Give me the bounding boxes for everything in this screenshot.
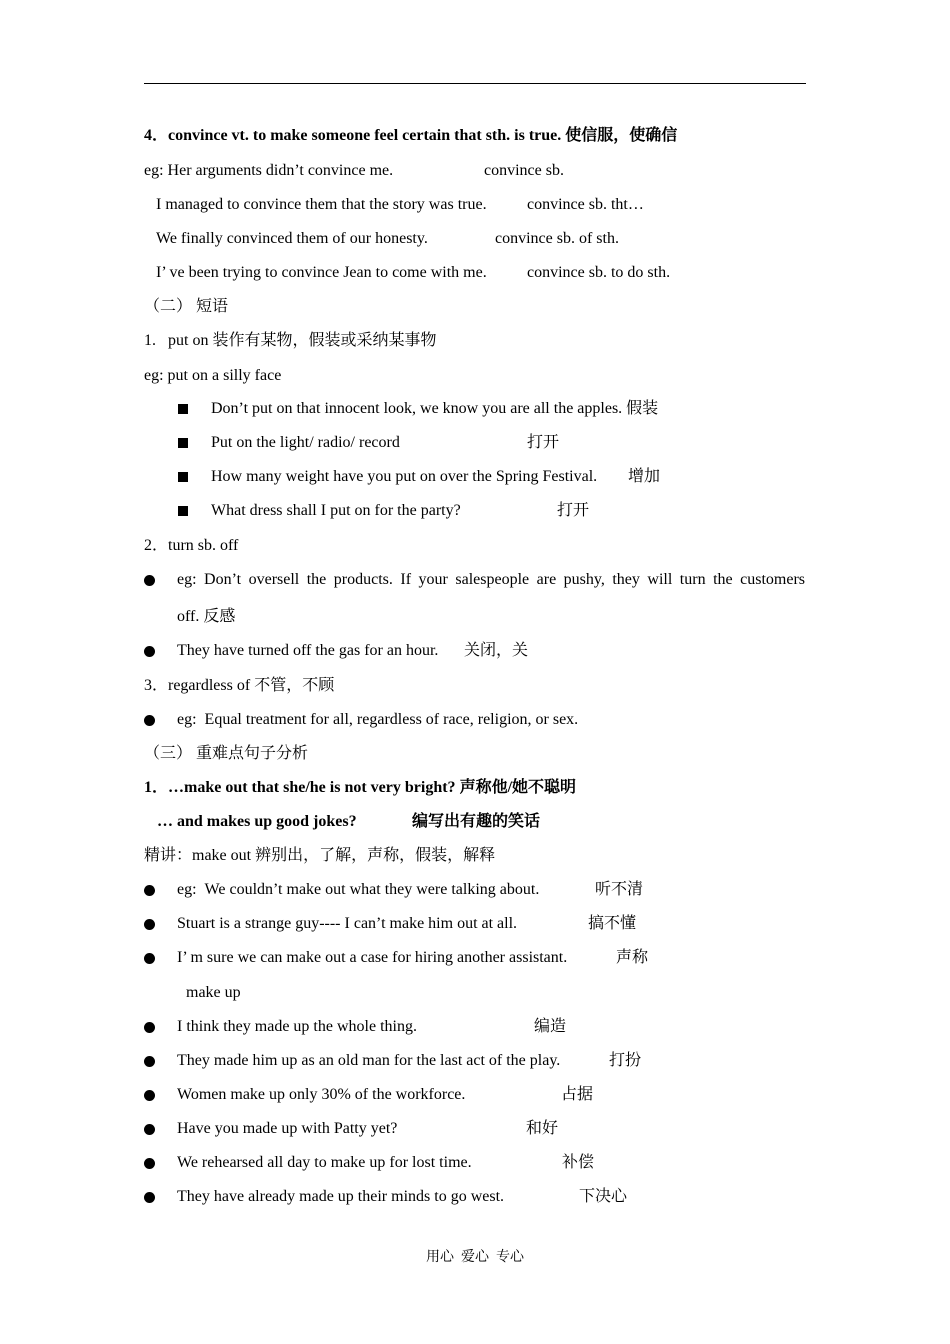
convince-example-3: We finally convinced them of our honesty. [156,230,428,247]
convince-pattern-4: convince sb. to do sth. [527,264,671,281]
put-on-item-4-meaning: 打开 [557,502,590,519]
convince-pattern-1: convince sb. [484,162,564,179]
make-up-item-6-text: They have already made up their minds to go west. [177,1188,505,1205]
make-up-item-1-text: I think they made up the whole thing. [177,1018,417,1035]
sentence-2-meaning: 编写出有趣的笑话 [412,813,541,830]
square-bullet [178,472,188,482]
make-out-item-1-text: eg: We couldn’t make out what they were talking about. [177,881,540,898]
make-up-item-1-meaning: 编造 [534,1018,567,1035]
turn-off-item-2-text: They have turned off the gas for an hour. [177,642,439,659]
round-bullet [144,1056,155,1067]
convince-pattern-3: convince sb. of sth. [495,230,619,247]
analysis-heading: （三） 重难点句子分析 [144,745,309,762]
put-on-item-3-text: How many weight have you put on over the Spring Festival. [211,468,598,485]
make-out-item-2-text: Stuart is a strange guy---- I can’t make him out at all. [177,915,518,932]
square-bullet [178,506,188,516]
make-up-item-4-meaning: 和好 [526,1120,559,1137]
convince-heading: 4．convince vt. to make someone feel certain that sth. is true. 使信服，使确信 [144,127,678,144]
square-bullet [178,438,188,448]
make-out-item-3-text: I’ m sure we can make out a case for hiring another assistant. [177,949,568,966]
put-on-item-1-meaning: 假装 [626,400,659,417]
round-bullet [144,1022,155,1033]
put-on-title: 1. put on 装作有某物，假装或采纳某事物 [144,332,437,349]
round-bullet [144,646,155,657]
round-bullet [144,919,155,930]
make-up-item-2-meaning: 打扮 [609,1052,642,1069]
turn-off-item-2-meaning: 关闭，关 [464,642,529,659]
square-bullet [178,404,188,414]
make-out-item-3-meaning: 声称 [616,949,649,966]
make-up-item-4-text: Have you made up with Patty yet? [177,1120,398,1137]
make-up-item-5-text: We rehearsed all day to make up for lost time. [177,1154,472,1171]
convince-example-1: eg: Her arguments didn’t convince me. [144,162,394,179]
round-bullet [144,1192,155,1203]
make-up-item-3-meaning: 占据 [561,1086,594,1103]
put-on-item-2-meaning: 打开 [527,434,560,451]
make-up-item-2-text: They made him up as an old man for the last act of the play. [177,1052,561,1069]
put-on-item-3-meaning: 增加 [628,468,661,485]
convince-pattern-2: convince sb. tht… [527,196,644,213]
phrases-heading: （二） 短语 [144,298,229,315]
make-out-item-2-meaning: 搞不懂 [588,915,637,932]
make-up-item-6-meaning: 下决心 [579,1188,628,1205]
sentence-1 [144,778,576,798]
convince-example-4: I’ ve been trying to convince Jean to come with me. [156,264,487,281]
make-up-label: make up [186,984,241,1001]
round-bullet [144,715,155,726]
make-up-item-3-text: Women make up only 30% of the workforce. [177,1086,466,1103]
put-on-item-1-text: Don’t put on that innocent look, we know you are all the apples. [211,400,623,417]
make-up-item-5-meaning: 补偿 [562,1154,595,1171]
round-bullet [144,575,155,586]
put-on-eg: eg: put on a silly face [144,367,282,384]
sentence-1-meaning: 声称他/她不聪明 [459,779,577,796]
turn-off-item-1-line-1: eg: Don’t oversell the products. If your salespeople are pushy, they will turn the customers [177,571,805,588]
round-bullet [144,953,155,964]
sentence-1-text: 1．…make out that she/he is not very bright? [144,779,456,796]
turn-off-item-1-line-2: off. 反感 [177,608,236,625]
make-out-item-1-meaning: 听不清 [595,881,644,898]
sentence-2-text: … and makes up good jokes? [157,813,357,830]
page-footer: 用心 爱心 专心 [426,1250,524,1265]
round-bullet [144,1124,155,1135]
round-bullet [144,1158,155,1169]
round-bullet [144,885,155,896]
explain-line: 精讲：make out 辨别出，了解，声称，假装，解释 [144,847,496,864]
turn-off-title: 2．turn sb. off [144,537,239,554]
regardless-item: eg: Equal treatment for all, regardless of race, religion, or sex. [177,711,579,728]
round-bullet [144,1090,155,1101]
put-on-item-2-text: Put on the light/ radio/ record [211,434,400,451]
header-rule [144,83,806,84]
put-on-item-4-text: What dress shall I put on for the party? [211,502,461,519]
regardless-title: 3．regardless of 不管，不顾 [144,677,335,694]
put-on-item-1 [211,399,658,419]
convince-example-2: I managed to convince them that the story was true. [156,196,487,213]
